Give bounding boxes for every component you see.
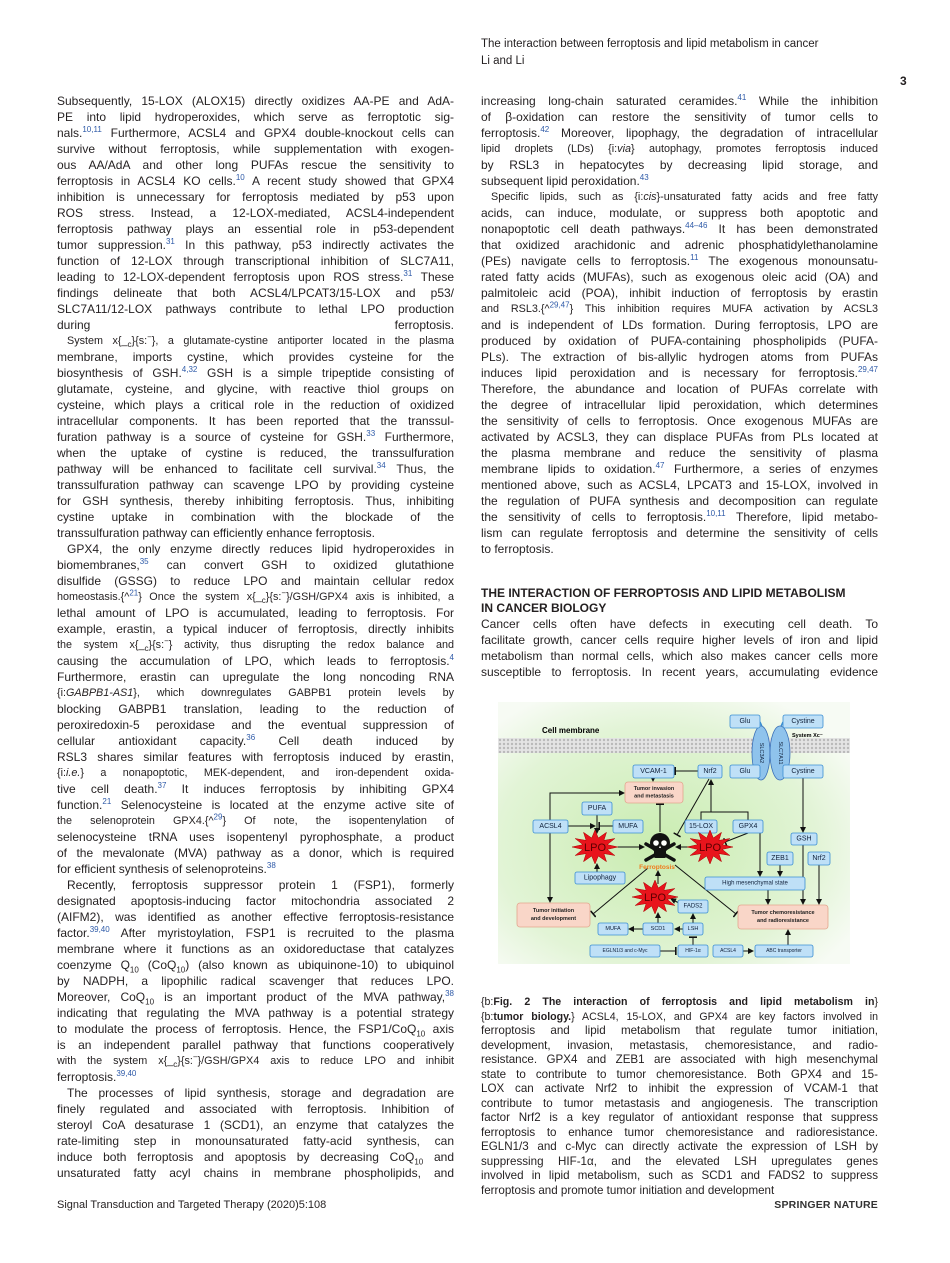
text-line: selenocysteine tRNA uses isopentenyl pyrophosphate, a product [57,830,454,844]
node-vcam1 [633,765,674,778]
text-line: ferroptosis and lipid metabolism that regulate tumor initiation, [481,1024,878,1037]
node-cystine-out [783,715,823,728]
citation-link[interactable]: 44–46 [685,221,708,230]
citation-link[interactable]: 38 [266,861,276,870]
text-line: Furthermore, erastin can upregulate the long noncoding RNA [57,670,454,684]
text-line: acids, can induce, modulate, or suppress both apoptotic and [481,206,878,220]
text-line: rate-limiting step in monounsaturated fatty-acid synthesis, can [57,1134,454,1148]
running-authors: Li and Li [481,55,525,67]
text-line: Therefore, the abundance and location of PUFAs correlate with [481,382,878,396]
text-line: palmitoleic acid (POA), inhibit induction of ferroptosis by erastin [481,286,878,300]
node-lsh [683,923,703,935]
citation-link[interactable]: 43 [639,173,649,182]
node-gsh [791,833,817,845]
text-line: The processes of lipid synthesis, storage and degradation are [67,1086,454,1100]
svg-text:Tumor chemoresistance: Tumor chemoresistance [751,910,815,916]
text-line: and is independent of LDs formation. During ferroptosis, LPO are [481,318,878,332]
slc7a11-label: SLC7A11 [777,741,783,765]
text-line: PLs). The extraction of bis-allylic hydrogen atoms from PUFAs [481,350,878,364]
citation-link[interactable]: 10 [235,173,245,182]
text-line: to ferroptosis. [481,542,554,556]
node-mufa [613,820,643,833]
text-line: mentioned above, such as ACSL4, LPCAT3 and 15-LOX, involved in [481,478,878,492]
citation-link[interactable]: 31 [165,237,175,246]
svg-text:Lipophagy: Lipophagy [583,874,617,882]
citation-link[interactable]: 39,40 [89,925,110,934]
text-line: the degree of intracellular lipid peroxidation, which determines [481,398,878,412]
node-nrf2-right [808,852,830,865]
citation-link[interactable]: 21 [129,588,139,598]
section-heading-line: IN CANCER BIOLOGY [481,601,607,615]
text-line: Moreover, CoQ$_{10}$ is an important product of the MVA pathway,$^{38}$ [57,989,454,1007]
text-line: System $x\{\__c\}\{s:^-\}$, a glutamate-cystine antiporter located in the plasma [67,332,454,350]
text-line: ferroptosis in ACSL4 KO cells.$^{10}$ A recent study showed that GPX4 [57,173,455,188]
citation-link[interactable]: 10,11 [706,509,726,518]
publisher-logo: SPRINGER NATURE [774,1199,878,1211]
node-high-mesenchymal [705,877,805,890]
text-line: the plasma membrane and reduce the sensitivity of plasma [481,446,878,460]
text-line: furation pathway is a source of cysteine for GSH.$^{33}$ Furthermore, [57,429,454,444]
node-glu-in [730,765,760,778]
citation-link[interactable]: 4 [449,653,454,662]
text-line: ous AA/AdA and other long PUFAs rescue the sensitivity to [57,158,454,172]
text-line: factor.$^{39,40}$ After myristoylation, FSP1 is recruited to the plasma [57,925,454,940]
text-line: {b:Fig. 2 The interaction of ferroptosis and lipid metabolism in} [481,996,878,1008]
svg-text:Glu: Glu [739,718,751,725]
node-lipophagy [575,872,625,884]
svg-text:VCAM-1: VCAM-1 [640,768,667,775]
text-line: facilitate growth, cancer cells require higher levels of iron and lipid [481,633,878,647]
text-line: suppressing HIF-1α, and the elevated LSH upregulates genes [481,1154,878,1168]
svg-text:High mesenchymal state: High mesenchymal state [722,880,788,887]
text-line: coenzyme $Q_{10}$ (CoQ$_{10}$) (also known as ubiquinone-10) to ubiquinol [57,958,454,975]
svg-text:GSH: GSH [796,835,812,843]
citation-link[interactable]: 10,11 [82,125,102,134]
node-abc-transporter [755,945,813,957]
svg-text:and radioresistance: and radioresistance [757,918,809,924]
text-line: membrane where it functions as an oxidoreductase that catalyzes [57,942,454,956]
node-zeb1 [767,852,793,865]
text-line: resistance. GPX4 and ZEB1 are associated with high mesenchymal [481,1053,878,1066]
text-line: indicating that regulating the MVA pathway is a potential strategy [57,1006,454,1020]
svg-text:MUFA: MUFA [605,926,621,932]
svg-text:GPX4: GPX4 [738,823,758,830]
text-line: the sensitivity of cells to ferroptosis.$^{10,11}$ Therefore, lipid metabo- [481,509,878,524]
node-cystine-in [783,765,823,778]
svg-text:MUFA: MUFA [618,823,638,830]
text-line: lism can regulate ferroptosis and determine the sensitivity of cells [481,526,878,540]
running-title: The interaction between ferroptosis and lipid metabolism in cancer [481,38,819,50]
node-nrf2-top [698,765,722,778]
citation-link[interactable]: 29,47 [549,300,570,310]
node-hif1a [678,945,708,957]
svg-text:ACSL4: ACSL4 [539,823,562,830]
text-line: increasing long-chain saturated ceramides.$^{41}$ While the inhibition [481,93,879,108]
text-line: cellular antioxidant capacity.$^{36}$ Cell death induced by [57,733,454,748]
text-line: pathway will be enhanced to facilitate cell survival.$^{34}$ Thus, the [57,461,454,476]
text-line: steroyl CoA desaturase 1 (SCD1), an enzyme that catalyzes the [57,1118,454,1132]
citation-link[interactable]: 11 [690,253,699,262]
text-line: metabolism than normal cells, which also makes cancer cells more [481,649,878,663]
text-line: finely regulated and associated with ferroptosis. Inhibition of [57,1102,454,1116]
text-line: the selenoprotein GPX4.{^$^{29}$} Of note, the isopentenylation of [57,812,454,827]
text-line: of the mevalonate (MVA) pathway as a donor, which is required [57,846,454,860]
text-line: (AIFM2), was identified as another effective ferroptosis-resistance [57,910,454,924]
text-line: when the uptake of cystine is reduced, the transsulfuration [57,446,454,460]
left-column [57,93,454,1181]
paragraph [481,189,878,557]
page-number: 3 [900,74,907,88]
cell-membrane-band [498,738,850,753]
text-line: designated apoptosis-inducing factor mitochondria associated 2 [57,894,454,908]
text-line: ferroptosis and promote tumor initiation and development [481,1183,775,1197]
text-line: susceptible to ferroptosis. In recent years, accumulating evidence [481,665,878,679]
node-tumor-invasion [625,782,683,803]
svg-text:Nrf2: Nrf2 [703,768,717,775]
text-line: intracellular components. It has been reported that the transsul- [57,414,454,428]
text-line: to modulate the process of ferroptosis. Hence, the FSP1/CoQ$_{10}$ axis [57,1022,454,1039]
right-column [481,93,878,557]
node-acsl4 [533,820,568,833]
node-scd1 [643,923,673,935]
svg-text:Tumor initiation: Tumor initiation [532,908,575,914]
text-line: is an independent parallel pathway that functions cooperatively [57,1038,454,1052]
svg-text:ACSL4: ACSL4 [720,948,736,954]
text-line: produced by oxidation of PUFA-containing phospholipids (PUFA- [481,334,878,348]
text-line: PE into lipid hydroperoxides, which serve as ferroptotic sig- [57,110,454,124]
text-line: ferroptosis to enhance tumor chemoresistance and radioresistance. [481,1125,878,1139]
text-line: state to contribute to tumor chemoresistance. Both GPX4 and 15- [481,1067,878,1081]
text-line: biomembranes,$^{35}$ can convert GSH to oxidized glutathione [57,557,454,572]
text-line: glutamate, cysteine, and glycine, with reactive thiol groups on [57,382,454,396]
text-line: unsaturated fatty acyl chains in membrane phospholipids, and [57,1166,454,1180]
paragraph [57,877,454,1085]
citation-link[interactable]: 47 [655,461,665,470]
text-line: inhibition is unnecessary for ferroptosis mediated by p53 upon [57,190,454,204]
footer-journal: Signal Transduction and Targeted Therapy (2020)5:108 [57,1199,327,1211]
citation-link[interactable]: 4,32 [181,365,198,374]
text-line: the regulation of PUFA synthesis and decomposition can regulate [481,494,878,508]
text-line: {b:tumor biology.} ACSL4, 15-LOX, and GPX4 are key factors involved in [481,1010,878,1023]
text-line: Subsequently, 15-LOX (ALOX15) directly oxidizes AA-PE and AdA- [57,94,454,108]
paragraph [57,541,454,877]
citation-link[interactable]: 35 [139,557,149,566]
citation-link[interactable]: 41 [737,93,747,102]
text-line: development, invasion, metastasis, chemoresistance, and radio- [481,1038,878,1052]
text-line: homeostasis.{^$^{21}$} Once the system $x\{\__c\}\{s:^-\}/GSH/GPX4$ axis is inhibited, a [57,588,454,606]
svg-text:Cystine: Cystine [791,768,815,775]
node-gpx4 [733,820,763,833]
figure-2-diagram [498,702,850,964]
text-line: function.$^{21}$ Selenocysteine is located at the enzyme active site of [57,797,454,812]
ferroptosis-label: Ferroptosis [639,864,675,871]
text-line: causing the accumulation of LPO, which leads to ferroptosis.$^4$ [57,653,454,668]
text-line: RSL3 shares similar features with ferroptosis induced by erastin, [57,750,454,764]
text-line: transsulfuration pathway can scavenge LPO by providing cysteine [57,478,454,492]
text-line: EGLN1/3 and c-Myc can directly activate the expression of LSH by [481,1140,878,1153]
text-line: Specific lipids, such as {i:cis}-unsaturated fatty acids and free fatty [491,191,878,203]
text-line: activated by ACSL3, they can displace PUFAs from PLs located at [481,430,878,444]
text-line: ferroptosis pathway plays an essential role in p53-dependent [57,222,454,236]
text-line: GPX4, the only enzyme directly reduces lipid hydroperoxides in [67,542,454,556]
text-line: by NADPH, a lipophilic radical scavenger that reduces LPO. [57,974,454,988]
text-line: function of 12-LOX through transcriptional inhibition of SLC7A11, [57,254,454,268]
text-line: ferroptosis.$^{42}$ Moreover, lipophagy, the degradation of intracellular [481,125,878,140]
text-line: blocking GABPB1 translation, leading to the reduction of [57,702,454,716]
paragraph [481,616,878,680]
text-line: induces lipid peroxidation and is necessary for ferroptosis.$^{29,47}$ [481,365,878,380]
text-line: membrane lipids to oxidation.$^{47}$ Furthermore, a series of enzymes [481,461,878,476]
citation-link[interactable]: 33 [366,429,376,438]
text-line: factor Nrf2 is a key regulator of antioxidant response that suppress [481,1111,878,1124]
citation-link[interactable]: 31 [403,269,413,278]
text-line: subsequent lipid peroxidation.$^{43}$ [481,173,649,188]
section-heading-line: THE INTERACTION OF FERROPTOSIS AND LIPID METABOLISM [481,586,846,600]
figure-caption [481,995,878,1198]
text-line: {i:GABPB1-AS1}, which downregulates GABPB1 protein levels by [57,687,454,699]
citation-link[interactable]: 34 [376,461,386,470]
svg-text:FADS2: FADS2 [683,903,703,910]
text-line: the system $x\{\__c\}\{s:^-\}$ activity, thus disrupting the redox balance and [57,636,454,654]
text-line: survive without ferroptosis, while supplementation with exogen- [57,142,454,156]
lpo-label: LPO [583,842,607,854]
citation-link[interactable]: 38 [445,989,454,998]
citation-link[interactable]: 42 [540,125,550,134]
cell-membrane-label: Cell membrane [542,726,600,735]
text-line: biosynthesis of GSH.$^{4,32}$ GSH is a simple tripeptide consisting of [57,365,454,380]
node-mufa-bottom [598,923,628,935]
system-xc-label: System Xc⁻ [792,733,823,739]
text-line: (PEs) navigate cells to ferroptosis.$^{11}$ The exogenous monounsatu- [481,253,878,268]
node-egln-cmyc [590,945,660,957]
svg-text:EGLN1/3 and c-Myc: EGLN1/3 and c-Myc [602,948,648,954]
svg-text:HIF-1α: HIF-1α [685,948,701,954]
text-line: Recently, ferroptosis suppressor protein 1 (FSP1), formerly [67,878,454,892]
svg-text:PUFA: PUFA [587,805,607,812]
svg-text:ZEB1: ZEB1 [771,855,789,862]
text-line: induce both ferroptosis and apoptosis by decreasing CoQ$_{10}$ and [57,1150,454,1167]
text-line: example, erastin, a typical inducer of ferroptosis, directly inhibits [57,622,454,636]
node-glu-out [730,715,760,728]
text-line: cystine uptake in combination with the blockade of the [57,510,454,524]
lpo-label: LPO [643,892,667,904]
citation-link[interactable]: 29 [213,812,223,822]
svg-text:ABC transporter: ABC transporter [766,948,802,954]
node-acsl4-bottom [713,945,743,957]
node-pufa [582,802,612,815]
text-line: nonapoptotic cell death pathways.$^{44-46}$ It has been demonstrated [481,221,878,236]
text-line: the sensitivity of cells to ferroptosis. Once exogenous MUFAs are [481,414,878,428]
text-line: ferroptosis.$^{39,40}$ [57,1069,137,1084]
text-line: of β-oxidation can restore the sensitivity of tumor cells to [481,110,878,124]
text-line: by RSL3 in hepatocytes by decreasing lipid storage, and [481,158,878,172]
slc3a2-label: SLC3A2 [758,742,764,764]
lpo-label: LPO [698,842,722,854]
text-line: lethal amount of LPO is accumulated, leading to ferroptosis. For [57,606,454,620]
paragraph [481,93,878,189]
text-line: involved in lipid metabolism, such as SCD1 and FADS2 to suppress [481,1169,878,1182]
text-line: and RSL3.{^$^{29,47}$} This inhibition requires MUFA activation by ACSL3 [481,300,878,315]
node-fads2 [678,900,708,913]
svg-text:Tumor invasion: Tumor invasion [633,786,675,792]
text-line: during ferroptosis. [57,318,454,332]
text-line: peroxiredoxin-5 peroxidase and the eventual suppression of [57,718,454,732]
text-line: disulfide (GSSG) to reduce LPO and maintain cellular redox [57,574,454,588]
text-line: for efficient synthesis of selenoproteins.$^{38}$ [57,861,276,876]
text-line: tumor suppression.$^{31}$ In this pathway, p53 indirectly activates the [57,237,454,252]
citation-link[interactable]: 21 [102,797,112,806]
text-line: cysteine, which plays a critical role in the reduction of oxidized [57,398,454,412]
section [481,586,878,680]
paragraph [57,1085,454,1181]
svg-text:Cystine: Cystine [791,718,815,725]
svg-text:and development: and development [530,916,577,922]
text-line: rated fatty acids (MUFAs), such as exogenous oleic acid (OA) and [481,270,878,284]
text-line: {i:i.e.} a nonapoptotic, MEK-dependent, and iron-dependent oxida- [57,767,454,779]
citation-link[interactable]: 39,40 [116,1069,137,1078]
text-line: contribute to tumor metastasis and angiogenesis. The transcription [481,1096,878,1110]
text-line: ROS stress. Instead, a 12-LOX-mediated, ACSL4-independent [57,206,454,220]
svg-text:and metastasis: and metastasis [634,793,674,800]
svg-text:Nrf2: Nrf2 [812,855,826,862]
text-line: membrane, imports cystine, which provides cysteine for the [57,350,454,364]
text-line: transsulfuration pathway can efficiently enhance ferroptosis. [57,526,375,540]
text-line: tive cell death.$^{37}$ It induces ferroptosis by inhibiting GPX4 [57,781,454,796]
paragraph [57,93,454,333]
text-line: Cancer cells often have defects in executing cell death. To [481,617,878,631]
text-line: for GSH synthesis, thereby inhibiting ferroptosis. Thus, inhibiting [57,494,454,508]
citation-link[interactable]: 37 [157,781,167,790]
text-line: leading to 12-LOX-dependent ferroptosis upon ROS stress.$^{31}$ These [57,269,455,284]
svg-text:15-LOX: 15-LOX [688,823,714,830]
text-line: nals.$^{10,11}$ Furthermore, ACSL4 and GPX4 double-knockout cells can [57,125,454,140]
text-line: lipid droplets (LDs) {i:via} autophagy, promotes ferroptosis induced [481,143,878,155]
node-tumor-chemoresistance [738,905,828,929]
text-line: LOX can activate Nrf2 to inhibit the expression of VCAM-1 that [481,1082,878,1095]
text-line: that oxidized arachidonic and adrenic phosphatidylethanolamine [481,238,878,252]
node-tumor-initiation [517,903,590,927]
text-line: with the system $x\{\__c\}\{s:^-\}/GSH/GPX4$ axis to reduce LPO and inhibit [57,1052,454,1070]
svg-text:LSH: LSH [687,926,699,932]
text-line: SLC7A11/12-LOX pathways contribute to lethal LPO production [57,302,454,316]
svg-text:Glu: Glu [739,768,751,775]
paragraph [57,333,454,541]
citation-link[interactable]: 29,47 [857,365,878,374]
svg-text:SCD1: SCD1 [650,926,666,932]
section-heading [481,586,878,616]
citation-link[interactable]: 36 [246,733,256,742]
text-line: findings delineate that both ACSL4/LPCAT3/15-LOX and p53/ [57,286,454,300]
node-15-lox [685,820,717,833]
